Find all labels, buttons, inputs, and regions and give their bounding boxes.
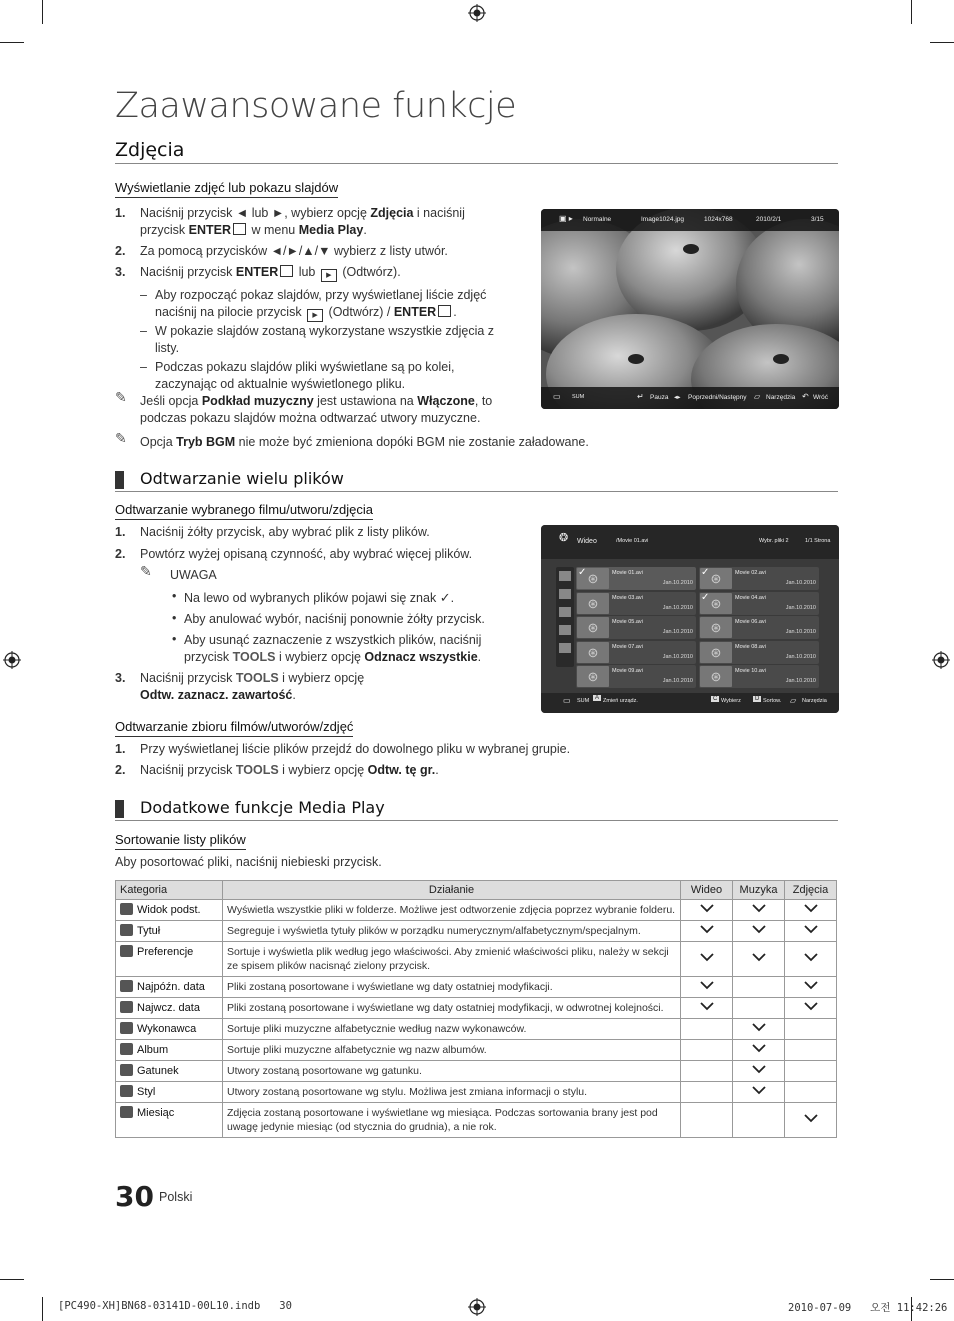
print-timestamp: 2010-07-09 오전 11:42:26 [788, 1302, 948, 1314]
description-cell: Utwory zostaną posortowane wg stylu. Możliwa jest zmiana informacji o stylu. [223, 1082, 681, 1103]
category-icon [559, 643, 571, 653]
checkmark-icon: ✓ [701, 567, 710, 578]
table-row [116, 1040, 837, 1061]
file-date: Jan.10.2010 [785, 580, 816, 586]
file-name: Movie 10.avi [735, 668, 766, 674]
description-cell: Pliki zostaną posortowane i wyświetlane wg daty ostatniej modyfikacji. [223, 977, 681, 998]
description-cell: Sortuje pliki muzyczne alfabetycznie według nazw wykonawców. [223, 1019, 681, 1040]
category-icon [120, 1043, 133, 1055]
film-reel-icon: ⊛ [700, 593, 732, 614]
file-date: Jan.10.2010 [662, 629, 693, 635]
enter-icon [280, 265, 293, 277]
step-number: 3. [115, 671, 126, 685]
category-cell [116, 1103, 223, 1138]
category-label: Miesiąc [137, 1107, 175, 1119]
support-cell [785, 900, 837, 921]
crop-mark [42, 0, 43, 24]
step-number: 1. [115, 525, 126, 539]
change-device-label: Zmień urządz. [603, 698, 638, 704]
section-title: Zdjęcia [115, 139, 185, 161]
enter-icon: ↵ [637, 392, 644, 401]
page-title: Zaawansowane funkcje [115, 86, 517, 126]
page-indicator: 1/1 Strona [805, 538, 831, 544]
table-row [116, 977, 837, 998]
section-header-title: Dodatkowe funkcje Media Play [140, 798, 385, 817]
screen-title: Wideo [577, 538, 597, 545]
support-cell [733, 1040, 785, 1061]
registration-mark-icon [468, 1298, 486, 1316]
file-date: Jan.10.2010 [662, 604, 693, 611]
registration-mark-icon [468, 4, 486, 22]
description-cell: Wyświetla wszystkie pliki w folderze. Możliwe jest odtworzenie zdjęcia poprzez wybranie folderu. [223, 900, 681, 921]
play-icon: ▶ [307, 309, 323, 322]
checkmark-icon: ✓ [439, 590, 451, 605]
category-cell [116, 1061, 223, 1082]
tools-label: Narzędzia [766, 394, 796, 401]
category-label: Tytuł [137, 925, 161, 937]
support-cell [681, 998, 733, 1019]
registration-mark-icon [3, 651, 21, 669]
support-cell [733, 900, 785, 921]
file-name: Movie 06.avi [735, 619, 766, 625]
support-cell [681, 942, 733, 977]
column-header: Wideo [681, 881, 733, 900]
tools-label: Narzędzia [802, 698, 827, 704]
checkmark-icon: ✓ [701, 591, 710, 603]
crop-mark [930, 1279, 954, 1280]
check-icon [752, 1044, 766, 1056]
description-cell: Sortuje pliki muzyczne alfabetycznie wg nazw albumów. [223, 1040, 681, 1061]
support-cell [785, 998, 837, 1019]
support-cell [681, 1082, 733, 1103]
enter-icon [438, 305, 451, 317]
film-reel-icon: ⊛ [577, 593, 609, 614]
table-row [116, 921, 837, 942]
sort-label: Sortow. [763, 698, 782, 704]
step-number: 2. [115, 244, 126, 258]
file-date: Jan.10.2010 [785, 653, 816, 660]
category-label: Album [137, 1044, 169, 1056]
check-icon [804, 981, 818, 993]
photo-icon: ▣ ▸ [559, 214, 573, 223]
category-icon [559, 571, 571, 581]
category-icon [559, 625, 571, 635]
note-text: Jeśli opcja Podkład muzyczny jest ustawiona na Włączone, to podczas pokazu slajdów można odtwarzać utwory muzyczne. [140, 394, 493, 425]
file-date: Jan.10.2010 [662, 653, 693, 660]
category-icon [120, 903, 133, 915]
select-label: Wybierz [721, 698, 741, 704]
support-cell [681, 1103, 733, 1138]
support-cell [785, 921, 837, 942]
tools-icon: ▱ [754, 392, 761, 401]
step-number: 3. [115, 265, 126, 279]
category-label: Preferencje [137, 946, 194, 958]
category-cell [116, 1082, 223, 1103]
category-icon [120, 1022, 133, 1034]
section-header-title: Odtwarzanie wielu plików [140, 469, 344, 488]
bullet: • [172, 632, 177, 646]
pause-label: Pauza [650, 394, 669, 401]
file-date: Jan.10.2010 [662, 678, 693, 684]
support-cell [733, 998, 785, 1019]
table-row [116, 1103, 837, 1138]
category-icon [120, 924, 133, 936]
check-icon [752, 904, 766, 916]
note-icon: ✎ [140, 563, 152, 579]
check-icon [700, 925, 714, 937]
dash-marker: – [140, 288, 147, 302]
file-item[interactable] [576, 616, 696, 639]
file-list-screenshot [541, 525, 839, 713]
film-reel-icon: ⊛ [577, 642, 609, 663]
description-cell: Utwory zostaną posortowane wg gatunku. [223, 1061, 681, 1082]
support-cell [733, 1061, 785, 1082]
dash-text: Podczas pokazu slajdów pliki wyświetlane są po kolei, zaczynając od aktualnie wyświetlonego pliku. [155, 360, 455, 391]
file-date: Jan.10.2010 [785, 629, 816, 635]
file-item[interactable] [699, 665, 819, 688]
subsection-title: Sortowanie listy plików [115, 832, 246, 850]
category-label: Najwcz. data [137, 1002, 200, 1014]
step-text: Naciśnij przycisk ENTER lub ▶ (Odtwórz). [140, 264, 520, 282]
file-name: Movie 08.avi [735, 643, 766, 650]
category-cell [116, 998, 223, 1019]
category-label: Najpóźn. data [137, 981, 205, 993]
description-cell: Pliki zostaną posortowane i wyświetlane wg daty ostatniej modyfikacji, w odwrotnej kolejności. [223, 998, 681, 1019]
selected-count: Wybr. pliki 2 [759, 538, 789, 544]
category-cell [116, 942, 223, 977]
table-row [116, 1019, 837, 1040]
film-reel-icon: ⊛ [577, 568, 609, 589]
file-name: Movie 02.avi [735, 570, 766, 576]
category-icon [120, 980, 133, 992]
crop-mark [911, 0, 912, 24]
dash-marker: – [140, 324, 147, 338]
check-icon [700, 1002, 714, 1014]
file-date: Jan.10.2010 [785, 678, 816, 684]
category-sidebar [556, 567, 574, 667]
column-header: Zdjęcia [785, 881, 837, 900]
file-item[interactable] [699, 641, 819, 664]
section-header [115, 798, 838, 821]
check-icon [752, 1023, 766, 1035]
category-label: Gatunek [137, 1065, 179, 1077]
category-label: Styl [137, 1086, 156, 1098]
step-text: Powtórz wyżej opisaną czynność, aby wybrać więcej plików. [140, 547, 473, 561]
dash-text: Aby rozpocząć pokaz slajdów, przy wyświetlanej liście zdjęć naciśnij na pilocie przycisk ▶ (Odtwórz) / ENTER . [155, 287, 515, 322]
file-item[interactable] [576, 592, 696, 615]
step-number: 2. [115, 547, 126, 561]
support-cell [785, 942, 837, 977]
column-header: Muzyka [733, 881, 785, 900]
device-label: SUM [572, 394, 585, 400]
table-header-row [116, 881, 837, 900]
column-header: Działanie [223, 881, 681, 900]
category-label: Widok podst. [137, 904, 201, 916]
category-cell [116, 921, 223, 942]
key-a: A [595, 695, 600, 701]
note-icon: ✎ [115, 430, 127, 446]
category-cell [116, 1040, 223, 1061]
check-icon [700, 981, 714, 993]
support-cell [681, 921, 733, 942]
support-cell [785, 1061, 837, 1082]
film-reel-icon: ⊛ [700, 666, 732, 687]
film-reel-icon: ⊛ [577, 617, 609, 638]
support-cell [681, 977, 733, 998]
step-number: 1. [115, 206, 126, 220]
category-icon [559, 589, 571, 599]
film-reel-icon: ⊛ [577, 666, 609, 687]
page-number: 30 [115, 1180, 154, 1213]
resolution: 1024x768 [704, 216, 733, 223]
dash-marker: – [140, 360, 147, 374]
checkmark-icon: ✓ [578, 567, 587, 578]
file-item[interactable] [576, 641, 696, 664]
file-date: Jan.10.2010 [662, 580, 693, 586]
usb-icon: ▭ [563, 696, 571, 705]
check-icon [804, 953, 818, 965]
check-icon [804, 1114, 818, 1126]
description-cell: Sortuje i wyświetla plik według jego właściwości. Aby zmienić właściwości pliku, należy w sekcji ze spisem plików nacisnąć zielony przycisk. [223, 942, 681, 977]
step-number: 2. [115, 763, 126, 777]
left-right-icon: ◂▸ [674, 394, 681, 401]
support-cell [785, 1082, 837, 1103]
file-date: Jan.10.2010 [785, 604, 816, 611]
category-icon [120, 1001, 133, 1013]
device-label: SUM [577, 698, 590, 704]
table-row [116, 1082, 837, 1103]
section-marker [115, 800, 124, 818]
date: 2010/2/1 [756, 216, 782, 223]
subsection-title: Wyświetlanie zdjęć lub pokazu slajdów [115, 180, 338, 198]
film-reel-icon: ⊛ [700, 642, 732, 663]
check-icon [752, 953, 766, 965]
category-icon [120, 945, 133, 957]
check-icon [804, 925, 818, 937]
dash-text: W pokazie slajdów zostaną wykorzystane wszystkie zdjęcia z listy. [155, 324, 495, 355]
file-name: Movie 03.avi [612, 594, 643, 601]
table-row [116, 900, 837, 921]
sort-table [115, 880, 837, 1138]
play-icon: ▶ [321, 269, 337, 282]
return-icon: ↶ [802, 392, 809, 401]
support-cell [785, 1040, 837, 1061]
back-label: Wróć [813, 394, 829, 401]
check-icon [700, 953, 714, 965]
step-text: Przy wyświetlanej liście plików przejdź do dowolnego pliku w wybranej grupie. [140, 742, 571, 756]
step-text: Naciśnij przycisk TOOLS i wybierz opcję Odtw. zaznacz. zawartość. [140, 671, 365, 702]
file-item[interactable] [699, 567, 819, 590]
column-header: Kategoria [116, 881, 223, 900]
crop-mark [0, 42, 24, 43]
support-cell [681, 1061, 733, 1082]
subsection-title: Odtwarzanie zbioru filmów/utworów/zdjęć [115, 719, 353, 737]
support-cell [785, 1103, 837, 1138]
note-icon: ✎ [115, 389, 127, 405]
section-marker [115, 471, 124, 489]
file-name: Movie 09.avi [612, 668, 643, 674]
usb-icon: ▭ [553, 392, 561, 401]
photo-viewer-screenshot [541, 209, 839, 409]
category-cell [116, 1019, 223, 1040]
description-cell: Zdjęcia zostaną posortowane i wyświetlane wg miesiąca. Podczas sortowania brany jest pod uwagę jedynie miesiąc (od stycznia do grudnia), a nie rok. [223, 1103, 681, 1138]
bullet-text: Aby anulować wybór, naciśnij ponownie żółty przycisk. [184, 612, 485, 626]
table-body [116, 900, 837, 1138]
support-cell [733, 1019, 785, 1040]
step-text: Za pomocą przycisków ◄/►/▲/▼ wybierz z listy utwór. [140, 244, 448, 258]
file-name: Movie 04.avi [735, 594, 766, 601]
support-cell [681, 1040, 733, 1061]
film-reel-icon: ⊛ [700, 568, 732, 589]
check-icon [752, 1065, 766, 1077]
file-item[interactable] [699, 592, 819, 615]
category-icon [559, 607, 571, 617]
table-row [116, 1061, 837, 1082]
description-cell: Segreguje i wyświetla tytuły plików w porządku numerycznym/alfabetycznym/specjalnym. [223, 921, 681, 942]
table-row [116, 998, 837, 1019]
view-mode: Normalne [583, 216, 612, 223]
step-text: Naciśnij przycisk TOOLS i wybierz opcję Odtw. tę gr.. [140, 763, 439, 777]
bullet: • [172, 589, 177, 603]
file-name: Movie 05.avi [612, 619, 643, 625]
category-icon [120, 1064, 133, 1076]
intro-text: Aby posortować pliki, naciśnij niebieski przycisk. [115, 855, 382, 869]
film-reel-icon: ⊛ [700, 617, 732, 638]
support-cell [733, 1082, 785, 1103]
category-icon [120, 1085, 133, 1097]
prev-next-label: Poprzedni/Następny [688, 394, 747, 401]
note-heading: UWAGA [170, 568, 217, 582]
file-item[interactable] [576, 567, 696, 590]
bullet: • [172, 611, 177, 625]
counter: 3/15 [811, 216, 824, 223]
crop-mark [0, 1279, 24, 1280]
category-icon [120, 1106, 133, 1118]
support-cell [733, 942, 785, 977]
support-cell [733, 1103, 785, 1138]
support-cell [785, 1019, 837, 1040]
step-number: 1. [115, 742, 126, 756]
category-cell [116, 900, 223, 921]
file-name: Image1024.jpg [641, 216, 685, 223]
check-icon [752, 1086, 766, 1098]
bullet-text: Aby usunąć zaznaczenie z wszystkich plików, naciśnij przycisk TOOLS i wybierz opcję Odznacz wszystkie. [184, 633, 482, 664]
file-item[interactable] [576, 665, 696, 688]
check-icon [804, 1002, 818, 1014]
step-text: Naciśnij żółty przycisk, aby wybrać plik z listy plików. [140, 525, 430, 539]
note-text: Opcja Tryb BGM nie może być zmieniona dopóki BGM nie zostanie załadowane. [140, 435, 589, 449]
table-row [116, 942, 837, 977]
tools-icon: ▱ [790, 696, 797, 705]
file-name: Movie 07.avi [612, 643, 643, 650]
check-icon [700, 904, 714, 916]
support-cell [785, 977, 837, 998]
support-cell [733, 921, 785, 942]
file-name: Movie 01.avi [612, 570, 643, 576]
file-path: /Movie 01.avi [616, 538, 649, 544]
video-icon: ❂ [559, 532, 569, 544]
crop-mark [930, 42, 954, 43]
enter-icon [233, 223, 246, 235]
check-icon [804, 904, 818, 916]
file-item[interactable] [699, 616, 819, 639]
apples-photo [541, 209, 839, 409]
check-icon [752, 925, 766, 937]
key-d: D [755, 696, 760, 702]
key-c: C [713, 696, 718, 702]
section-header [115, 469, 838, 492]
category-cell [116, 977, 223, 998]
category-label: Wykonawca [137, 1023, 197, 1035]
print-file-info: [PC490-XH]BN68-03141D-00L10.indb 30 [58, 1300, 292, 1312]
subsection-title: Odtwarzanie wybranego filmu/utworu/zdjęcia [115, 502, 373, 520]
page-language: Polski [159, 1190, 193, 1204]
file-grid [576, 567, 820, 692]
support-cell [681, 1019, 733, 1040]
step-text: Naciśnij przycisk ◄ lub ►, wybierz opcję Zdjęcia i naciśnij przycisk ENTER w menu Media Play. [140, 206, 465, 237]
divider [115, 163, 838, 164]
support-cell [681, 900, 733, 921]
registration-mark-icon [932, 651, 950, 669]
bullet-text: Na lewo od wybranych plików pojawi się znak ✓. [184, 590, 455, 605]
support-cell [733, 977, 785, 998]
crop-mark [42, 1297, 43, 1321]
